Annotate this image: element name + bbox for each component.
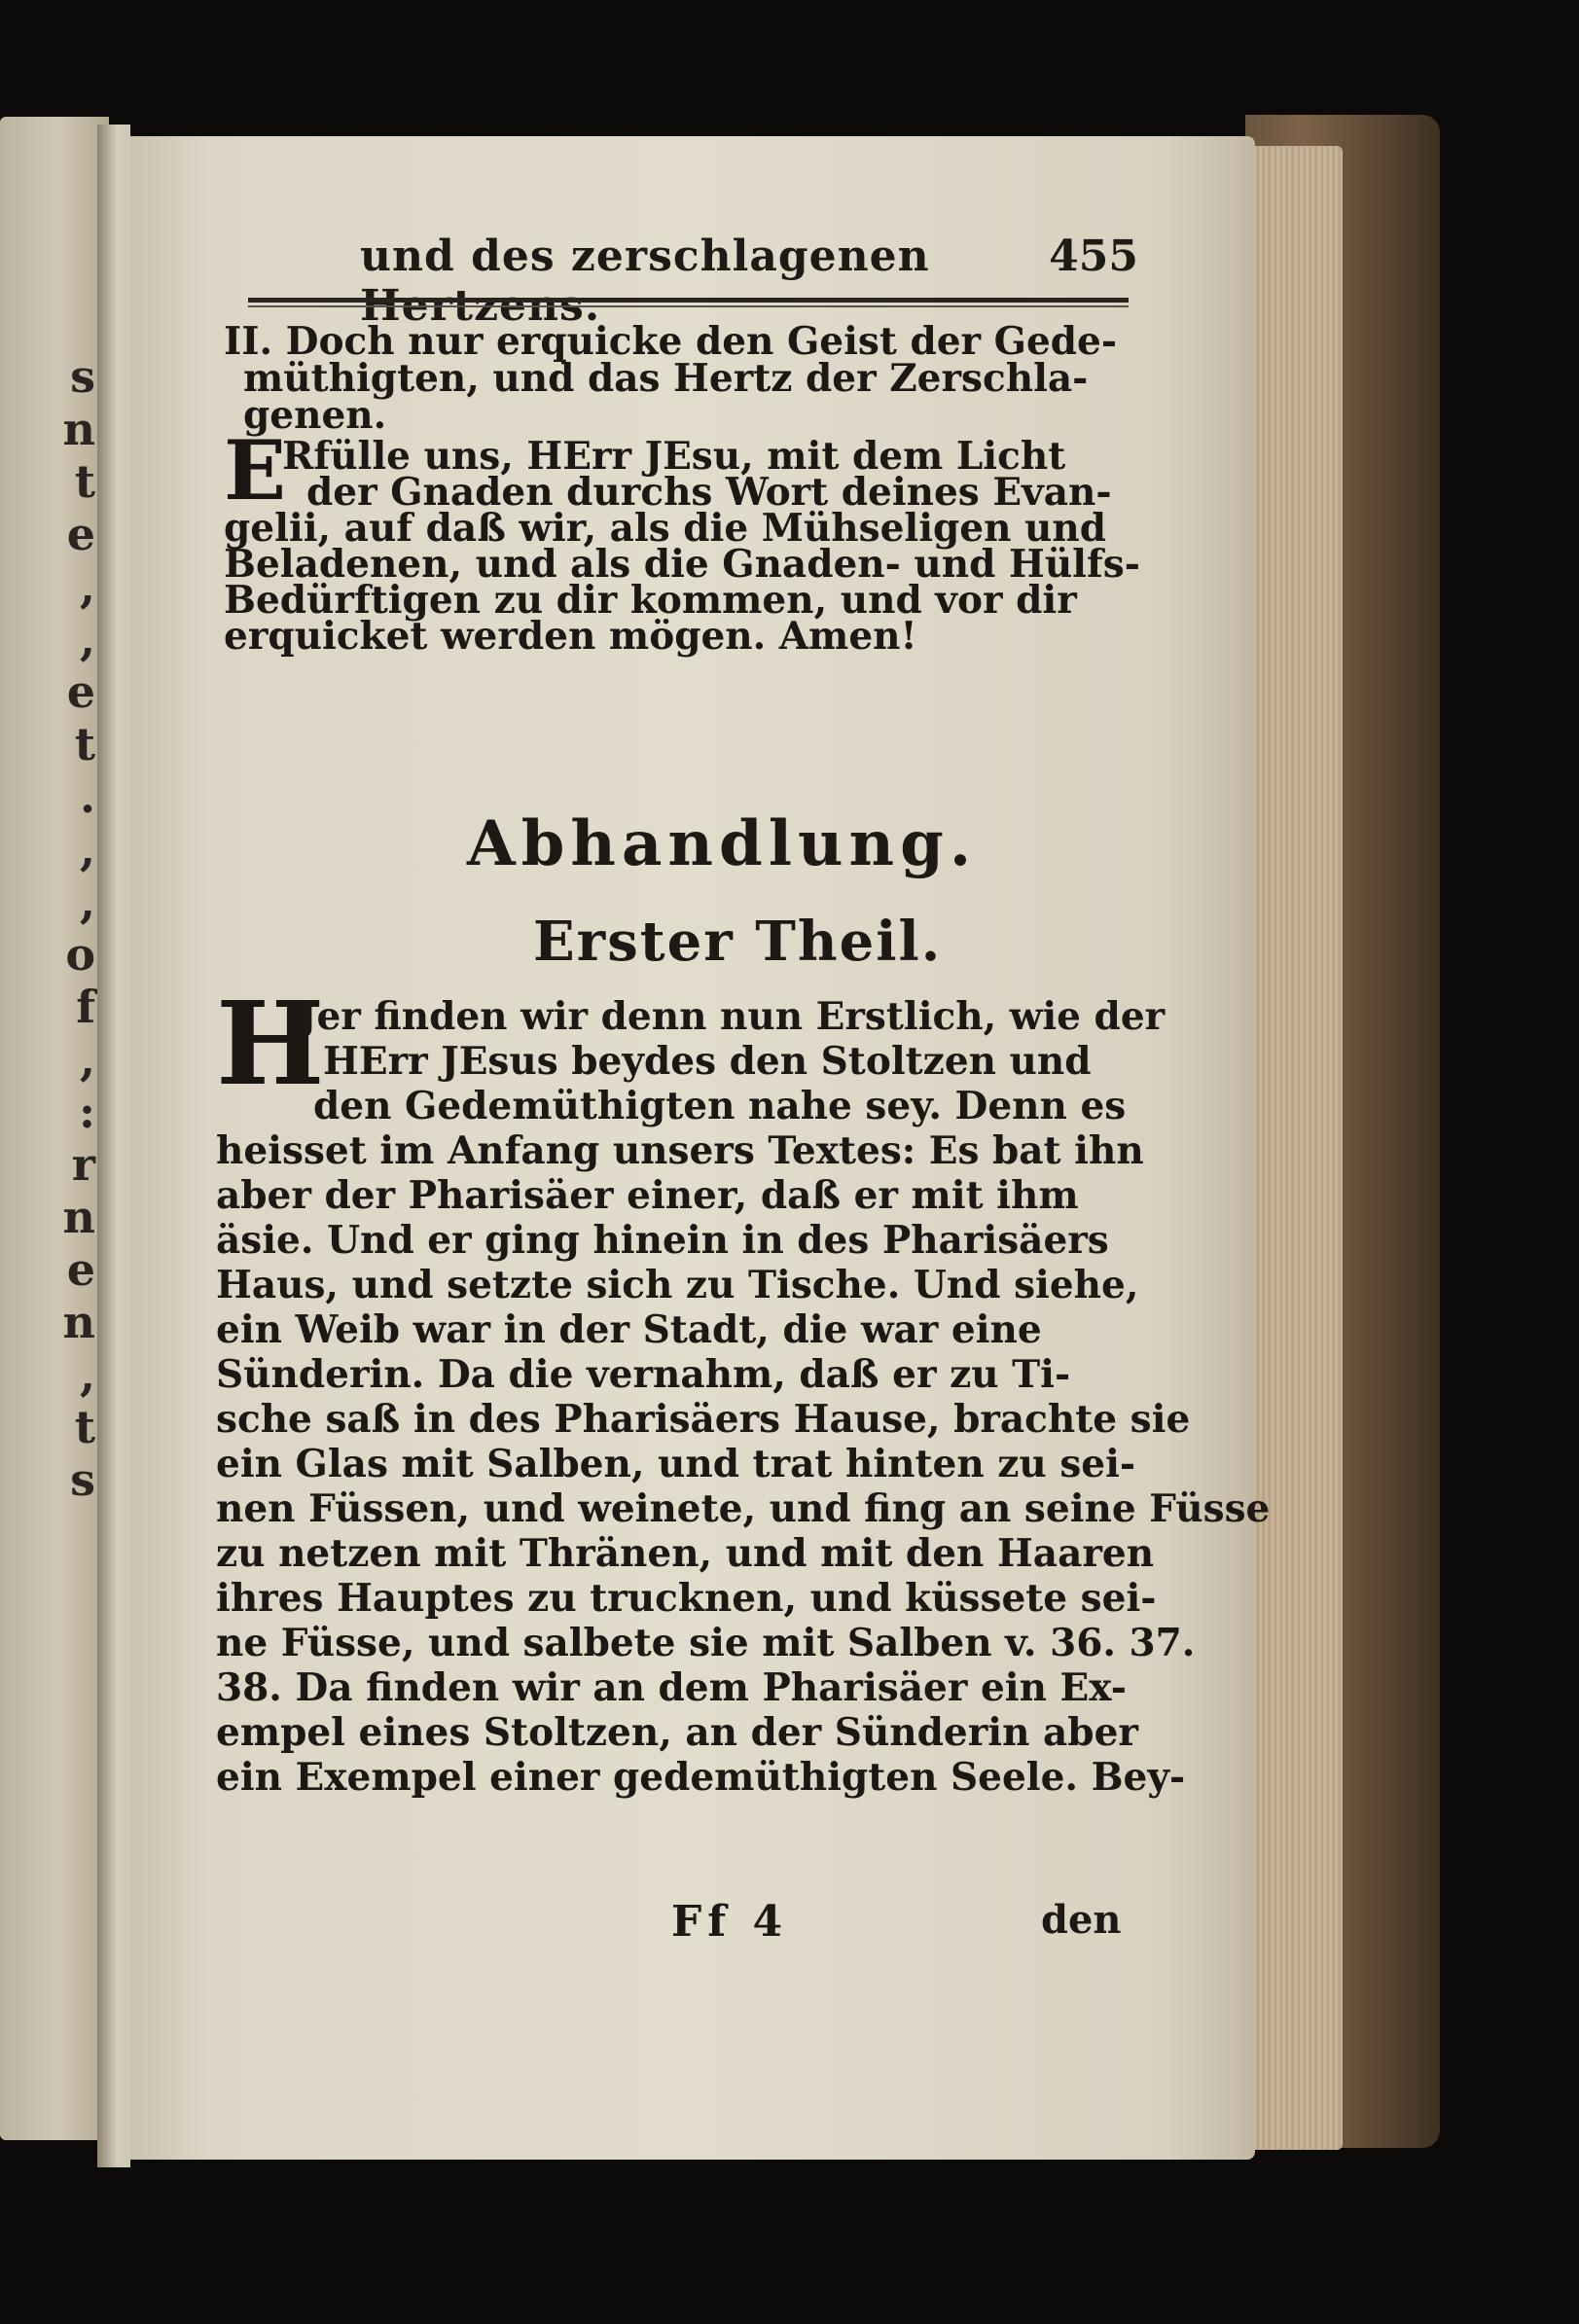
prayer-para-line: Rfülle uns, HErr JEsu, mit dem Licht xyxy=(282,434,1066,479)
running-title: und des zerschlagenen xyxy=(360,232,930,281)
prayer-drop-capital: E xyxy=(224,422,287,518)
body-line: ein Weib war in der Stadt, die war eine xyxy=(216,1307,1042,1352)
body-line: aber der Pharisäer einer, daß er mit ihm xyxy=(216,1173,1079,1218)
previous-page-line-end: s xyxy=(70,1453,95,1506)
previous-page-line-end: t xyxy=(74,455,95,508)
catchword: den xyxy=(1041,1897,1122,1943)
body-line: heisset im Anfang unsers Textes: Es bat ihn xyxy=(216,1128,1144,1173)
body-line: 38. Da finden wir an dem Pharisäer ein Ex- xyxy=(216,1665,1127,1710)
previous-page-line-end: , xyxy=(79,613,95,665)
previous-page-line-end: , xyxy=(79,560,95,613)
body-drop-capital: H xyxy=(216,976,325,1111)
body-line: Jer finden wir denn nun Erstlich, wie der xyxy=(299,994,1166,1039)
prayer-para-line: Bedürftigen zu dir kommen, und vor dir xyxy=(224,578,1077,623)
previous-page-line-end: f xyxy=(76,981,95,1033)
previous-page-edge xyxy=(0,117,109,2140)
previous-page-line-end: o xyxy=(65,928,95,981)
prayer-line: müthigten, und das Hertz der Zerschla- xyxy=(243,356,1089,401)
previous-page-line-end: e xyxy=(66,508,95,560)
previous-page-line-end: , xyxy=(79,823,95,876)
header-rule-thin xyxy=(248,305,1129,307)
previous-page-line-end: e xyxy=(66,1243,95,1296)
previous-page-line-end: n xyxy=(62,1191,95,1243)
body-line: HErr JEsus beydes den Stoltzen und xyxy=(323,1039,1092,1084)
header-rule xyxy=(248,298,1129,303)
book-gutter xyxy=(97,125,130,2167)
prayer-para-line: Beladenen, und als die Gnaden- und Hülfs- xyxy=(224,542,1140,587)
previous-page-line-end: t xyxy=(74,1401,95,1453)
prayer-line: genen. xyxy=(243,393,387,438)
body-line: sche saß in des Pharisäers Hause, brachte sie xyxy=(216,1397,1191,1442)
previous-page-line-end: n xyxy=(62,403,95,455)
previous-page-line-end: . xyxy=(79,770,95,823)
previous-page-line-end: , xyxy=(79,1033,95,1086)
body-line: zu netzen mit Thränen, und mit den Haaren xyxy=(216,1531,1155,1576)
previous-page-line-end: n xyxy=(62,1296,95,1348)
section-heading: Abhandlung. xyxy=(467,807,978,880)
signature-mark: Ff 4 xyxy=(671,1897,789,1947)
prayer-block xyxy=(224,319,1140,786)
previous-page-line-end: r xyxy=(71,1138,95,1191)
page-stack-edge xyxy=(1255,146,1343,2150)
prayer-line: II. Doch nur erquicke den Geist der Gede- xyxy=(224,319,1118,364)
prayer-para-line: erquicket werden mögen. Amen! xyxy=(224,614,917,659)
body-line: Haus, und setzte sich zu Tische. Und siehe, xyxy=(216,1263,1139,1307)
prayer-para-line: der Gnaden durchs Wort deines Evan- xyxy=(306,470,1112,515)
previous-page-line-end: : xyxy=(79,1086,95,1138)
section-subheading: Erster Theil. xyxy=(533,910,943,974)
body-text-block xyxy=(216,976,1271,1918)
running-header xyxy=(243,232,1138,300)
body-line: empel eines Stoltzen, an der Sünderin aber xyxy=(216,1710,1138,1755)
page-number: 455 xyxy=(1049,232,1138,281)
previous-page-line-end: , xyxy=(79,1348,95,1401)
previous-page-line-end: t xyxy=(74,718,95,770)
body-line: den Gedemüthigten nahe sey. Denn es xyxy=(313,1084,1127,1128)
previous-page-line-end: e xyxy=(66,665,95,718)
body-line: ein Exempel einer gedemüthigten Seele. Bey- xyxy=(216,1755,1186,1800)
previous-page-line-end: s xyxy=(70,350,95,403)
previous-page-line-ends xyxy=(8,350,95,1506)
previous-page-line-end: , xyxy=(79,876,95,928)
body-line: ihres Hauptes zu trucknen, und küssete sei- xyxy=(216,1576,1157,1621)
prayer-para-line: gelii, auf daß wir, als die Mühseligen und xyxy=(224,506,1107,551)
body-line: Sünderin. Da die vernahm, daß er zu Ti- xyxy=(216,1352,1071,1397)
body-line: nen Füssen, und weinete, und fing an seine Füsse xyxy=(216,1486,1271,1531)
body-line: ein Glas mit Salben, und trat hinten zu sei- xyxy=(216,1442,1136,1486)
body-line: ne Füsse, und salbete sie mit Salben v. 36. 37. xyxy=(216,1621,1196,1665)
body-line: äsie. Und er ging hinein in des Pharisäers xyxy=(216,1218,1109,1263)
